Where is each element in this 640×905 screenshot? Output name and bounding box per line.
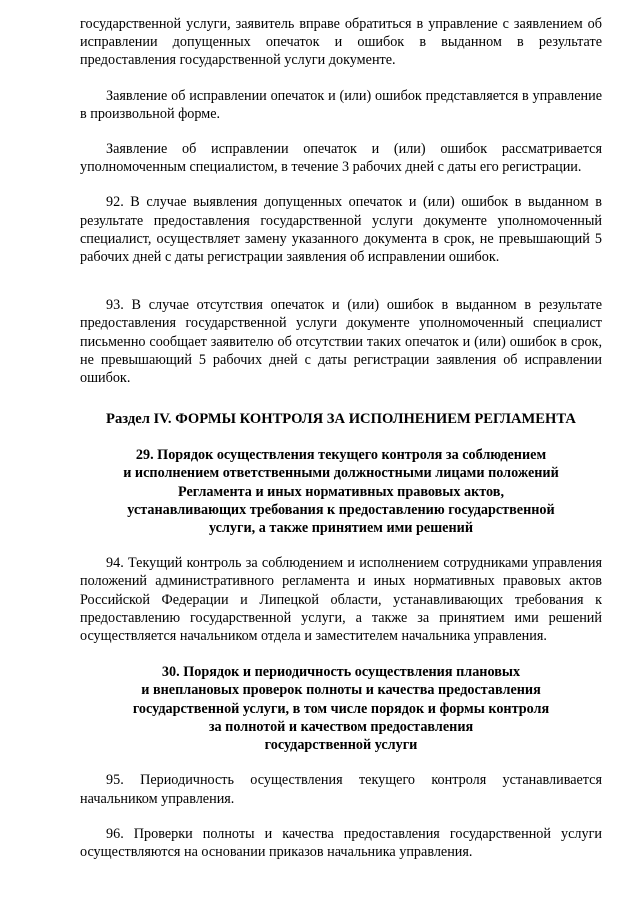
paragraph-95: 95. Периодичность осуществления текущего контроля устанавливается начальником управления. xyxy=(80,772,602,807)
paragraph-review: Заявление об исправлении опечаток и (или) ошибок рассматривается уполномоченным специалистом, в течение 3 рабочих дней с даты его регистрации. xyxy=(80,141,602,176)
heading-30-line: государственной услуги, в том числе порядок и формы контроля xyxy=(132,700,550,717)
heading-30 xyxy=(80,663,602,754)
heading-30-line: за полнотой и качеством предоставления xyxy=(208,718,474,735)
section-4-title: Раздел IV. ФОРМЫ КОНТРОЛЯ ЗА ИСПОЛНЕНИЕМ РЕГЛАМЕНТА xyxy=(106,411,576,428)
paragraph-94: 94. Текущий контроль за соблюдением и исполнением сотрудниками управления положений административного регламента и иных нормативных правовых актов Российской Федерации и Липецкой области, устанавливающих требования к предоставлению государственной услуги, а также за принятием ими решений осуществляется начальником отдела и заместителем начальника управления. xyxy=(80,555,602,645)
paragraph-92: 92. В случае выявления допущенных опечаток и (или) ошибок в выданном в результате предоставления государственной услуги документе уполномоченный специалист, осуществляет замену указанного документа в срок, не превышающий 5 рабочих дней с даты регистрации заявления об исправлении ошибок. xyxy=(80,194,602,266)
heading-29-line: услуги, а также принятием ими решений xyxy=(209,520,473,537)
paragraph-93: 93. В случае отсутствия опечаток и (или) ошибок в выданном в результате предоставления государственной услуги документе уполномоченный специалист письменно сообщает заявителю об отсутствии таких опечаток и (или) ошибок в срок, не превышающий 5 рабочих дней с даты регистрации заявления об исправлении ошибок. xyxy=(80,297,602,387)
heading-29 xyxy=(80,446,602,537)
paragraph-intro: государственной услуги, заявитель вправе обратиться в управление с заявлением об исправлении допущенных опечаток и ошибок в выданном в результате предоставления государственной услуги документе. xyxy=(80,16,602,69)
paragraph-96: 96. Проверки полноты и качества предоставления государственной услуги осуществляются на основании приказов начальника управления. xyxy=(80,825,602,860)
heading-29-line: и исполнением ответственными должностными лицами положений xyxy=(123,465,559,482)
paragraph-form: Заявление об исправлении опечаток и (или) ошибок представляется в управление в произвольной форме. xyxy=(80,87,602,122)
heading-29-line: 29. Порядок осуществления текущего контроля за соблюдением xyxy=(135,447,547,464)
heading-29-line: устанавливающих требования к предоставлению государственной xyxy=(127,501,555,518)
heading-29-line: Регламента и иных нормативных правовых актов, xyxy=(177,483,505,500)
heading-30-line: и внеплановых проверок полноты и качества предоставления xyxy=(141,682,541,699)
heading-30-line: государственной услуги xyxy=(264,737,418,754)
heading-30-line: 30. Порядок и периодичность осуществления плановых xyxy=(161,664,521,681)
